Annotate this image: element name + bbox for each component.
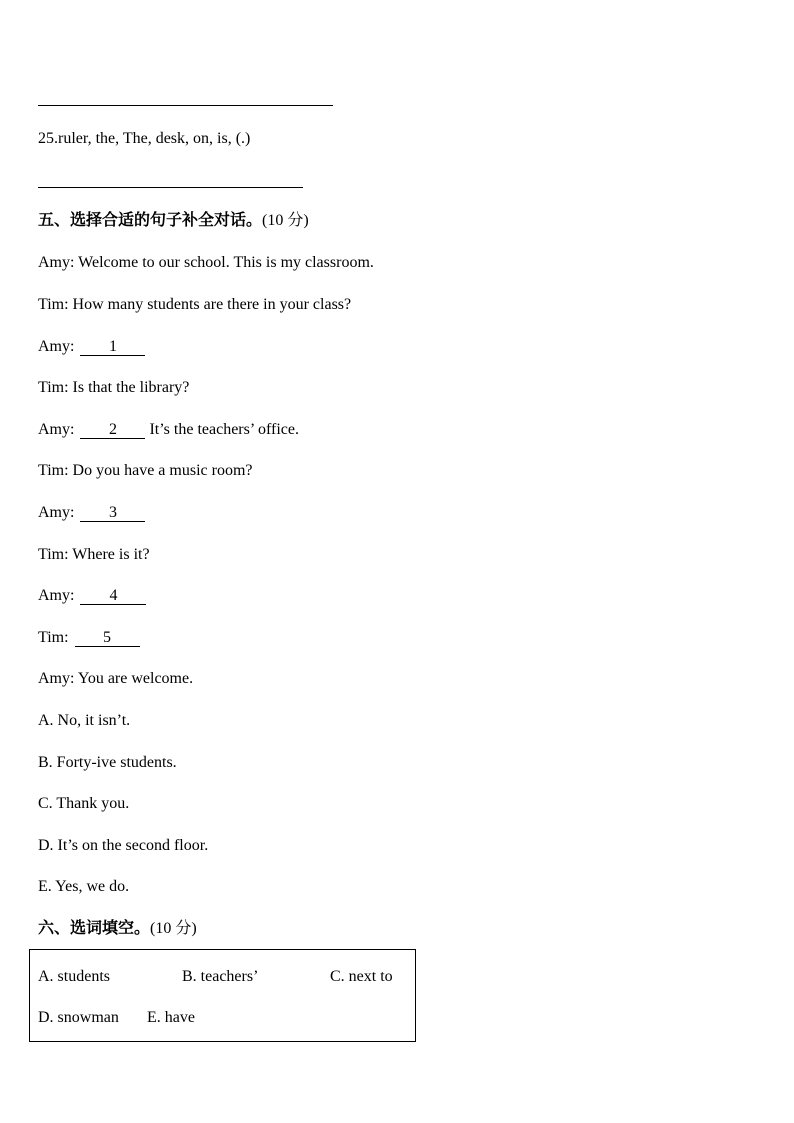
answer-blank-5[interactable]: 5 — [75, 629, 140, 647]
answer-line-25 — [38, 187, 303, 188]
section-5-title: 五、选择合适的句子补全对话。 — [38, 210, 263, 229]
dialogue-line — [38, 295, 351, 315]
dialogue-line — [38, 337, 145, 357]
dialogue-text: Welcome to our school. This is my classroom. — [78, 254, 374, 271]
dialogue-text: How many students are there in your class? — [72, 296, 352, 313]
word-option-d: D. snowman — [38, 1009, 119, 1026]
section-6-heading — [38, 917, 197, 940]
answer-blank-2[interactable]: 2 — [80, 421, 145, 439]
speaker: Tim: — [38, 296, 69, 313]
dialogue-line — [38, 586, 146, 606]
word-bank-box — [29, 949, 416, 1042]
word-option-e: E. have — [147, 1009, 195, 1026]
option-c: C. Thank you. — [38, 795, 130, 812]
dialogue-line — [38, 628, 140, 648]
speaker: Amy: — [38, 338, 75, 355]
dialogue-line — [38, 669, 193, 689]
word-option-c: C. next to — [330, 968, 393, 985]
speaker: Tim: — [38, 629, 69, 646]
speaker: Amy: — [38, 504, 75, 521]
dialogue-text: It’s the teachers’ office. — [149, 421, 300, 438]
section-5-heading — [38, 209, 309, 232]
dialogue-line — [38, 253, 374, 273]
speaker: Amy: — [38, 254, 75, 271]
dialogue-text: Is that the library? — [72, 379, 190, 396]
word-option-b: B. teachers’ — [182, 968, 259, 985]
answer-blank-1[interactable]: 1 — [80, 338, 145, 356]
dialogue-line — [38, 545, 150, 565]
answer-line-24 — [38, 105, 333, 106]
dialogue-text: You are welcome. — [77, 670, 194, 687]
section-6-score: (10 分) — [150, 920, 197, 937]
dialogue-text: Where is it? — [72, 546, 150, 563]
speaker: Amy: — [38, 670, 75, 687]
option-e: E. Yes, we do. — [38, 878, 130, 895]
dialogue-line — [38, 503, 145, 523]
answer-blank-3[interactable]: 3 — [80, 504, 145, 522]
dialogue-line — [38, 420, 299, 440]
section-6-title: 六、选词填空。 — [38, 918, 151, 937]
speaker: Tim: — [38, 462, 69, 479]
section-5-score: (10 分) — [262, 212, 309, 229]
option-a: A. No, it isn’t. — [38, 712, 131, 729]
speaker: Tim: — [38, 379, 69, 396]
word-option-a: A. students — [38, 968, 110, 985]
speaker: Tim: — [38, 546, 69, 563]
speaker: Amy: — [38, 421, 75, 438]
option-b: B. Forty-ive students. — [38, 754, 177, 771]
dialogue-line — [38, 461, 253, 481]
answer-blank-4[interactable]: 4 — [80, 587, 146, 605]
question-25: 25.ruler, the, The, desk, on, is, (.) — [38, 130, 251, 147]
dialogue-text: Do you have a music room? — [72, 462, 253, 479]
speaker: Amy: — [38, 587, 75, 604]
option-d: D. It’s on the second floor. — [38, 837, 209, 854]
dialogue-line — [38, 378, 189, 398]
